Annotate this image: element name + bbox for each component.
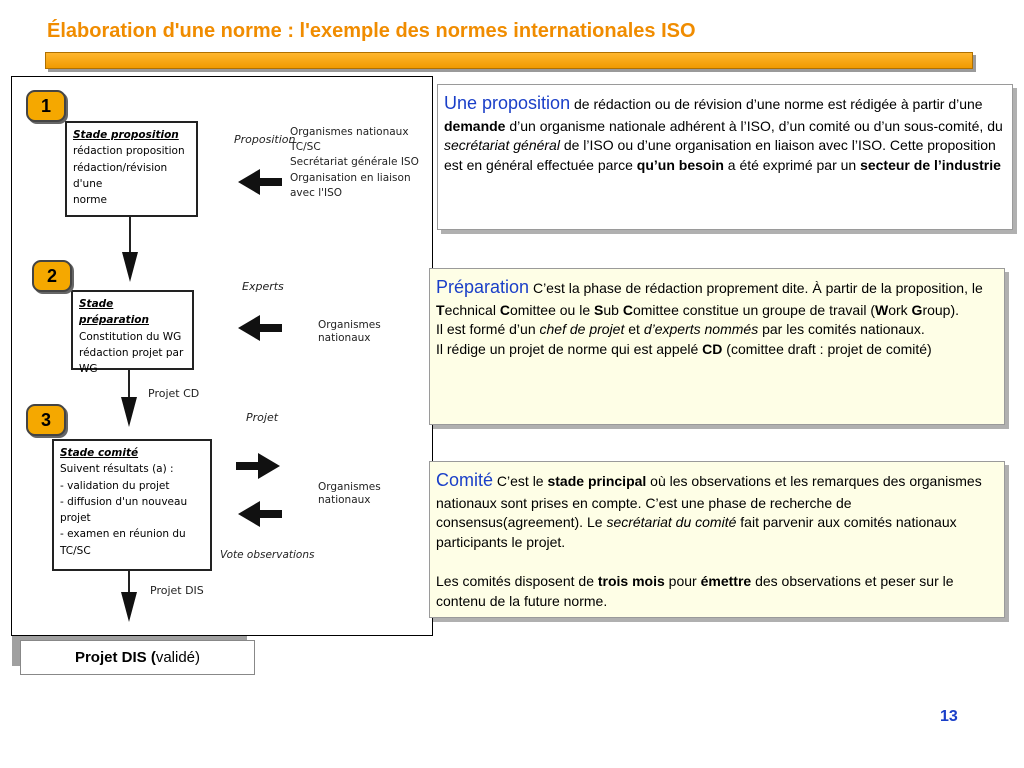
- panel-text: C’est le: [493, 473, 548, 489]
- organisations-list: [290, 125, 432, 201]
- panel-bold: W: [874, 301, 889, 318]
- stage-line: rédaction projet par WG: [79, 346, 184, 376]
- down-arrow-icon: [122, 252, 138, 282]
- experts-label: Experts: [242, 280, 284, 293]
- panel-text: Il rédige un projet de norme qui est appelé: [436, 341, 703, 358]
- panel-text: et: [624, 321, 644, 338]
- panel-italic: chef de projet: [539, 321, 625, 338]
- panel-bold: C: [622, 301, 633, 318]
- panel-text: ork: [888, 301, 912, 318]
- slide-title: Élaboration d'une norme : l'exemple des normes internationales ISO: [47, 20, 696, 42]
- panel-text: d’un organisme nationale adhérent à l’ISO, d’un comité ou d’un sous-comité, du: [505, 117, 1003, 134]
- down-arrow-icon: [121, 592, 137, 622]
- panel-heading: Une proposition: [444, 93, 571, 113]
- panel-bold: demande: [444, 117, 506, 134]
- stage-preparation-heading: Stade préparation: [79, 298, 149, 327]
- panel-text: de rédaction ou de révision d’une norme est rédigée à partir d’une: [570, 96, 983, 112]
- dis-box-normal: validé): [155, 649, 201, 666]
- paragraph-spacer: [436, 553, 1000, 572]
- panel-text: Les comités disposent de: [436, 573, 598, 590]
- panel-heading: Comité: [436, 470, 494, 490]
- panel-bold: émettre: [700, 573, 752, 590]
- panel-heading: Préparation: [436, 277, 530, 297]
- stage-proposition-box: [65, 121, 198, 217]
- panel-text: où les observations et les remarques des organismes nationaux sont prises en compte. C’est une phase de recherche de consensus(agreement). Le: [436, 473, 982, 531]
- org-item: Organismes nationaux: [290, 126, 409, 138]
- right-arrow-icon: [236, 453, 280, 479]
- projet-label: Projet: [246, 411, 279, 424]
- panel-text: a été exprimé par un: [723, 157, 861, 174]
- vote-observations-label: Vote observations: [220, 549, 315, 561]
- preparation-panel: [429, 268, 1005, 425]
- panel-text: omittee constitue un groupe de travail (: [632, 301, 875, 318]
- stage-comite-box: [52, 439, 212, 571]
- stage-line: norme: [73, 194, 107, 207]
- left-arrow-icon: [238, 501, 282, 527]
- title-underline-bar: [45, 52, 973, 69]
- panel-bold: C: [499, 301, 510, 318]
- organismes-nationaux-label: Organismes nationaux: [318, 481, 381, 506]
- panel-bold: T: [436, 301, 445, 318]
- step-badge-2: 2: [32, 260, 72, 292]
- panel-text: Il est formé d’un: [436, 321, 540, 338]
- panel-italic: secrétariat général: [444, 137, 560, 154]
- panel-text: par les comités nationaux.: [758, 321, 925, 338]
- panel-bold: G: [911, 301, 923, 318]
- left-arrow-icon: [238, 169, 282, 195]
- panel-bold: secteur de l’industrie: [860, 157, 1001, 174]
- panel-text: des observations et peser sur le contenu de la future norme.: [436, 573, 954, 610]
- left-arrow-icon: [238, 315, 282, 341]
- page-number: 13: [940, 708, 958, 725]
- projet-dis-label: Projet DIS: [150, 584, 204, 597]
- org-item: Secrétariat générale ISO: [290, 156, 419, 169]
- panel-bold: trois mois: [597, 573, 665, 590]
- proposition-panel: [437, 84, 1013, 230]
- comite-panel: [429, 461, 1005, 618]
- projet-dis-valide-box: [20, 640, 255, 675]
- panel-text: echnical: [444, 301, 500, 318]
- panel-text: de l’ISO ou d’une organisation en liaison avec l’ISO. Cette proposition est en général effectuée parce: [444, 137, 996, 174]
- proposition-label: Proposition: [234, 133, 296, 146]
- stage-line: rédaction proposition: [73, 145, 185, 158]
- step-badge-3: 3: [26, 404, 66, 436]
- dis-box-bold: Projet DIS (: [74, 649, 156, 666]
- stage-line: - examen en réunion du TC/SC: [60, 528, 186, 557]
- org-item: Organisation en liaison avec l'ISO: [290, 171, 411, 199]
- panel-italic: secrétariat du comité: [606, 514, 737, 531]
- panel-bold: S: [594, 301, 604, 318]
- panel-italic: d’experts nommés: [643, 321, 759, 338]
- panel-text: pour: [664, 573, 701, 590]
- step-badge-1: 1: [26, 90, 66, 122]
- projet-cd-label: Projet CD: [148, 387, 200, 400]
- panel-text: roup).: [922, 301, 960, 318]
- stage-comite-heading: Stade comité: [60, 447, 139, 459]
- stage-line: Constitution du WG: [79, 330, 182, 343]
- panel-text: C’est la phase de rédaction proprement dite. À partir de la proposition, le: [529, 280, 983, 296]
- process-diagram: [11, 76, 433, 636]
- org-item: TC/SC: [290, 141, 321, 154]
- panel-bold: qu’un besoin: [636, 157, 724, 174]
- panel-text: fait parvenir aux comités nationaux participants le projet.: [436, 514, 957, 551]
- panel-bold: CD: [702, 341, 723, 358]
- stage-preparation-box: [71, 290, 194, 376]
- down-arrow-icon: [121, 397, 137, 427]
- panel-text: omittee ou le: [509, 301, 595, 318]
- stage-line: rédaction/révision d'une: [73, 161, 168, 190]
- panel-text: ub: [603, 301, 623, 318]
- stage-proposition-heading: Stade proposition: [73, 129, 179, 141]
- panel-text: (comittee draft : projet de comité): [722, 341, 932, 358]
- stage-line: Suivent résultats (a) :: [60, 463, 174, 476]
- organismes-nationaux-label: Organismes nationaux: [318, 319, 381, 344]
- panel-bold: stade principal: [547, 473, 647, 489]
- stage-line: - diffusion d'un nouveau projet: [60, 495, 188, 525]
- stage-line: - validation du projet: [60, 479, 170, 492]
